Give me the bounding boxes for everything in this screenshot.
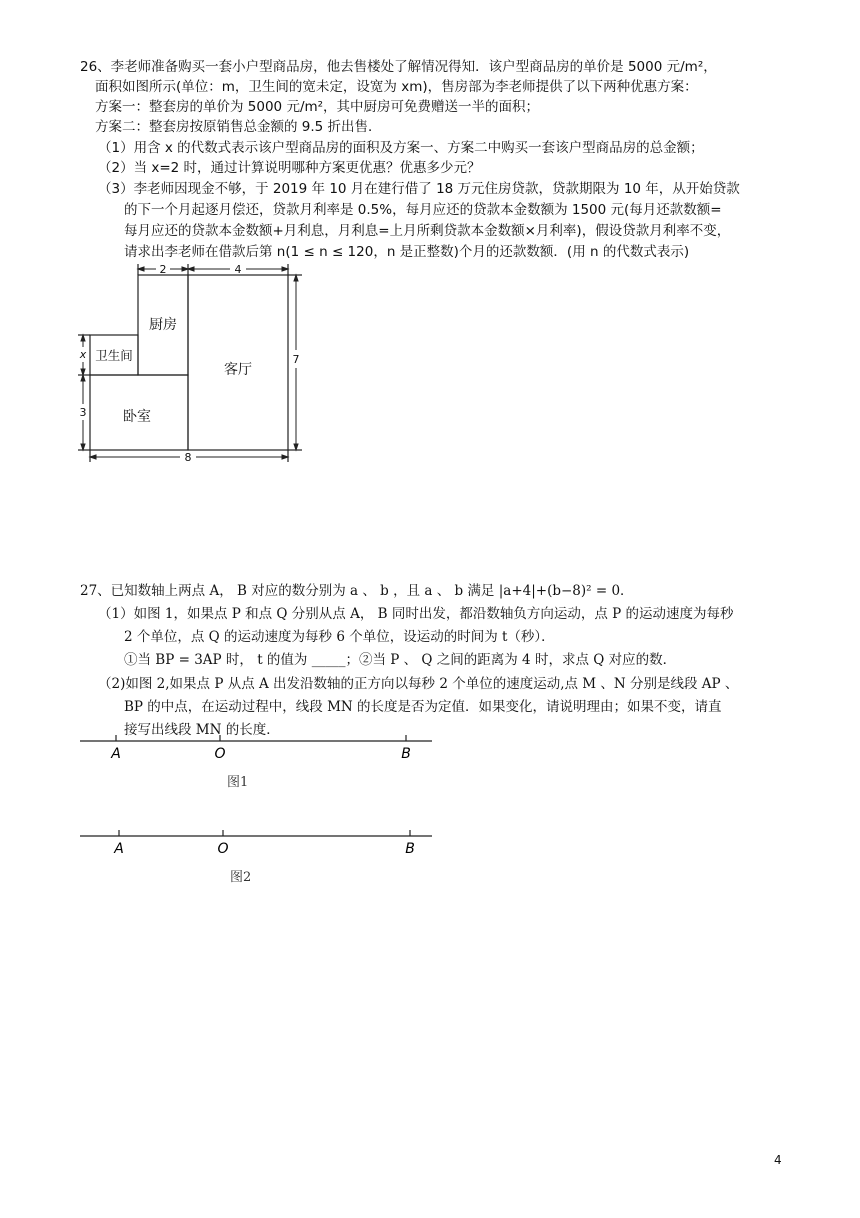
- living-room-label: 客厅: [224, 362, 252, 378]
- number-line-figure-1: [76, 730, 436, 770]
- q26-part-1: （1）用含 x 的代数式表示该户型商品房的面积及方案一、方案二中购买一套该户型商品房的总金额；: [98, 140, 704, 156]
- label-o-1: O: [214, 746, 226, 762]
- label-a-1: A: [111, 746, 121, 762]
- q26-part-3-line-1: （3）李老师因现金不够，于 2019 年 10 月在建行借了 18 万元住房贷款，贷款期限为 10 年，从开始贷款: [98, 181, 740, 197]
- q26-part-2: （2）当 x=2 时，通过计算说明哪种方案更优惠？优惠多少元？: [98, 160, 481, 176]
- q26-plan-two: 方案二：整套房按原销售总金额的 9.5 折出售．: [95, 119, 382, 135]
- dim-top-kitchen: 2: [159, 263, 167, 276]
- q26-part-3-line-3: 每月应还的贷款本金数额+月利息，月利息=上月所剩贷款本金数额×月利率)，假设贷款月利率不变，: [124, 223, 731, 239]
- floorplan-diagram: [70, 258, 330, 468]
- q26-part-3-line-2: 的下一个月起逐月偿还，贷款月利率是 0.5%，每月应还的贷款本金数额为 1500 元(每月还款数额=: [124, 202, 722, 218]
- figure-2-caption: 图2: [230, 870, 252, 885]
- q27-part-1-line-3: ①当 BP = 3AP 时， t 的值为 _____；②当 P 、 Q 之间的距离为 4 时，求点 Q 对应的数．: [124, 652, 677, 668]
- label-b-1: B: [401, 746, 411, 762]
- page-number: 4: [774, 1153, 782, 1167]
- label-b-2: B: [405, 841, 415, 857]
- dim-top-living: 4: [234, 263, 242, 276]
- q27-part-2-line-1: （2)如图 2,如果点 P 从点 A 出发沿数轴的正方向以每秒 2 个单位的速度运动,点 M 、N 分别是线段 AP 、: [98, 676, 739, 692]
- dim-left-bedroom: 3: [79, 406, 87, 419]
- q27-part-2-line-3: 接写出线段 MN 的长度．: [124, 722, 280, 738]
- q27-part-1-line-1: （1）如图 1，如果点 P 和点 Q 分别从点 A， B 同时出发，都沿数轴负方向运动，点 P 的运动速度为每秒: [98, 606, 734, 622]
- dim-left-bathroom: x: [79, 348, 87, 361]
- bedroom-label: 卧室: [123, 409, 151, 425]
- kitchen-label: 厨房: [149, 317, 177, 333]
- q26-line-2: 面积如图所示(单位：m，卫生间的宽未定，设宽为 xm)，售房部为李老师提供了以下两种优惠方案：: [95, 79, 698, 95]
- q27-part-2-line-2: BP 的中点，在运动过程中，线段 MN 的长度是否为定值．如果变化，请说明理由；如果不变，请直: [124, 699, 722, 715]
- bathroom-label: 卫生间: [95, 348, 133, 363]
- q26-line-1: 26、李老师准备购买一套小户型商品房，他去售楼处了解情况得知．该户型商品房的单价是 5000 元/m²，: [80, 59, 717, 75]
- dim-bottom: 8: [184, 451, 192, 464]
- q26-part-3-line-4: 请求出李老师在借款后第 n(1 ≤ n ≤ 120，n 是正整数)个月的还款数额．(用 n 的代数式表示): [124, 244, 690, 260]
- q26-plan-one: 方案一：整套房的单价为 5000 元/m²，其中厨房可免费赠送一半的面积；: [95, 99, 540, 115]
- q27-line-1: 27、已知数轴上两点 A， B 对应的数分别为 a 、 b ，且 a 、 b 满足 |a+4|+(b−8)² = 0．: [80, 583, 634, 599]
- number-line-figure-2: [76, 826, 436, 866]
- figure-1-caption: 图1: [227, 775, 249, 790]
- dim-right: 7: [292, 353, 300, 366]
- q27-part-1-line-2: 2 个单位，点 Q 的运动速度为每秒 6 个单位，设运动的时间为 t（秒）．: [124, 629, 555, 645]
- label-a-2: A: [114, 841, 124, 857]
- label-o-2: O: [217, 841, 229, 857]
